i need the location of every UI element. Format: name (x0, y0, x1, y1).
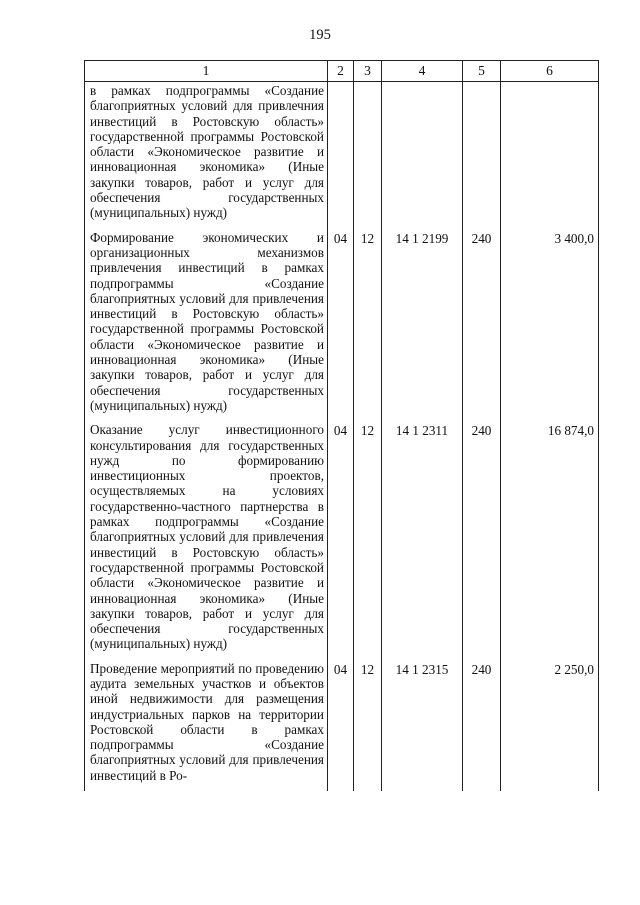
row-subsection: 12 (354, 229, 382, 422)
row-section: 04 (328, 229, 354, 422)
table-row (85, 660, 599, 791)
header-col-5: 5 (463, 61, 501, 82)
row-amount (501, 82, 599, 229)
header-col-1: 1 (85, 61, 328, 82)
row-section (328, 82, 354, 229)
header-col-6: 6 (501, 61, 599, 82)
row-section: 04 (328, 660, 354, 791)
row-target-code: 14 1 2315 (382, 660, 463, 791)
header-row (85, 61, 599, 82)
row-target-code: 14 1 2199 (382, 229, 463, 422)
row-expense-type: 240 (463, 660, 501, 791)
table-body (85, 82, 599, 792)
table-row (85, 421, 599, 659)
budget-table (84, 60, 599, 791)
header-col-3: 3 (354, 61, 382, 82)
row-description: Оказание услуг инвестиционного консультирования для государственных нужд по формированию инвестиционных проектов, осуществляемых на условиях государственно-частного партнерства в рамках подпрограммы «Создание благоприятных условий для привлечения инвестиций в Ростовскую область» государственной программы Ростовской области «Экономическое развитие и инновационная экономика» (Иные закупки товаров, работ и услуг для обеспечения государственных (муниципальных) нужд) (85, 421, 328, 659)
table-header (85, 61, 599, 82)
row-description: Проведение мероприятий по проведению аудита земельных участков и объектов иной недвижимости для размещения индустриальных парков на территории Ростовской области в рамках подпрограммы «Создание благоприятных условий для привлечения инвестиций в Ро- (85, 660, 328, 791)
row-target-code (382, 82, 463, 229)
row-expense-type: 240 (463, 421, 501, 659)
row-subsection: 12 (354, 421, 382, 659)
row-subsection (354, 82, 382, 229)
row-amount: 2 250,0 (501, 660, 599, 791)
header-col-4: 4 (382, 61, 463, 82)
row-description: Формирование экономических и организационных механизмов привлечения инвестиций в рамках подпрограммы «Создание благоприятных условий для привлечения инвестиций в Ростовскую область» государственной программы Ростовской области «Экономическое развитие и инновационная экономика» (Иные закупки товаров, работ и услуг для обеспечения государственных (муниципальных) нужд) (85, 229, 328, 422)
row-amount: 16 874,0 (501, 421, 599, 659)
row-description: в рамках подпрограммы «Создание благоприятных условий для привлечния инвестиций в Ростовскую область» государственной программы Ростовской области «Экономическое развитие и инновационная экономика» (Иные закупки товаров, работ и услуг для обеспечения государственных (муниципальных) нужд) (85, 82, 328, 229)
row-amount: 3 400,0 (501, 229, 599, 422)
table-row (85, 229, 599, 422)
row-subsection: 12 (354, 660, 382, 791)
table-row (85, 82, 599, 229)
page-number: 195 (309, 27, 331, 43)
row-expense-type: 240 (463, 229, 501, 422)
row-target-code: 14 1 2311 (382, 421, 463, 659)
header-col-2: 2 (328, 61, 354, 82)
row-section: 04 (328, 421, 354, 659)
row-expense-type (463, 82, 501, 229)
